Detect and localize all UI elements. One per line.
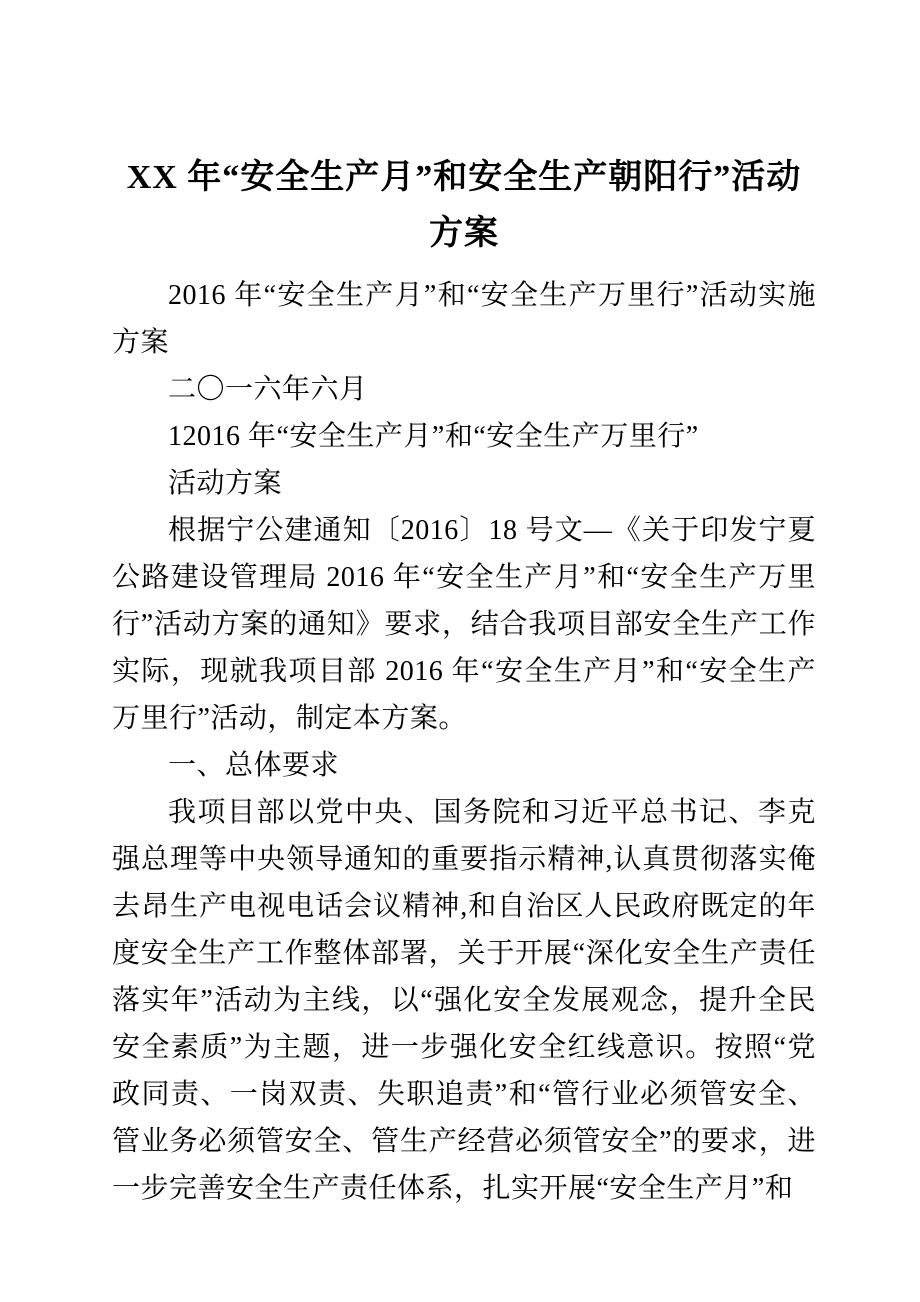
paragraph-heading-line: 12016 年“安全生产月”和“安全生产万里行” [168,421,699,452]
paragraph-overall-requirements: 我项目部以党中央、国务院和习近平总书记、李克强总理等中央领导通知的重要指示精神,认真贯彻落实俺去昂生产电视电话会议精神,和自治区人民政府既定的年度安全生产工作整体部署，关于开展“深化安全生产责任落实年”活动为主线，以“强化安全发展观念，提升全民安全素质”为主题，进一步强化安全红线意识。按照“党政同责、一岗双责、失职追责”和“管行业必须管安全、管业务必须管安全、管生产经营必须管安全”的要求，进一步完善安全生产责任体系，扎实开展“安全生产月”和 [112,797,816,1204]
paragraph-section-heading: 一、总体要求 [168,750,340,781]
paragraph-plan-label: 活动方案 [168,468,283,499]
paragraph-basis: 根据宁公建通知〔2016〕18 号文—《关于印发宁夏公路建设管理局 2016 年“安全生产月”和“安全生产万里行”活动方案的通知》要求，结合我项目部安全生产工作实际，现就我项目部 2016 年“安全生产月”和“安全生产万里行”活动，制定本方案。 [112,515,816,734]
paragraph-subtitle: 2016 年“安全生产月”和“安全生产万里行”活动实施方案 [112,280,816,358]
paragraph-date: 二〇一六年六月 [168,374,368,405]
document-title: XX 年“安全生产月”和安全生产朝阳行”活动方案 [126,159,802,252]
